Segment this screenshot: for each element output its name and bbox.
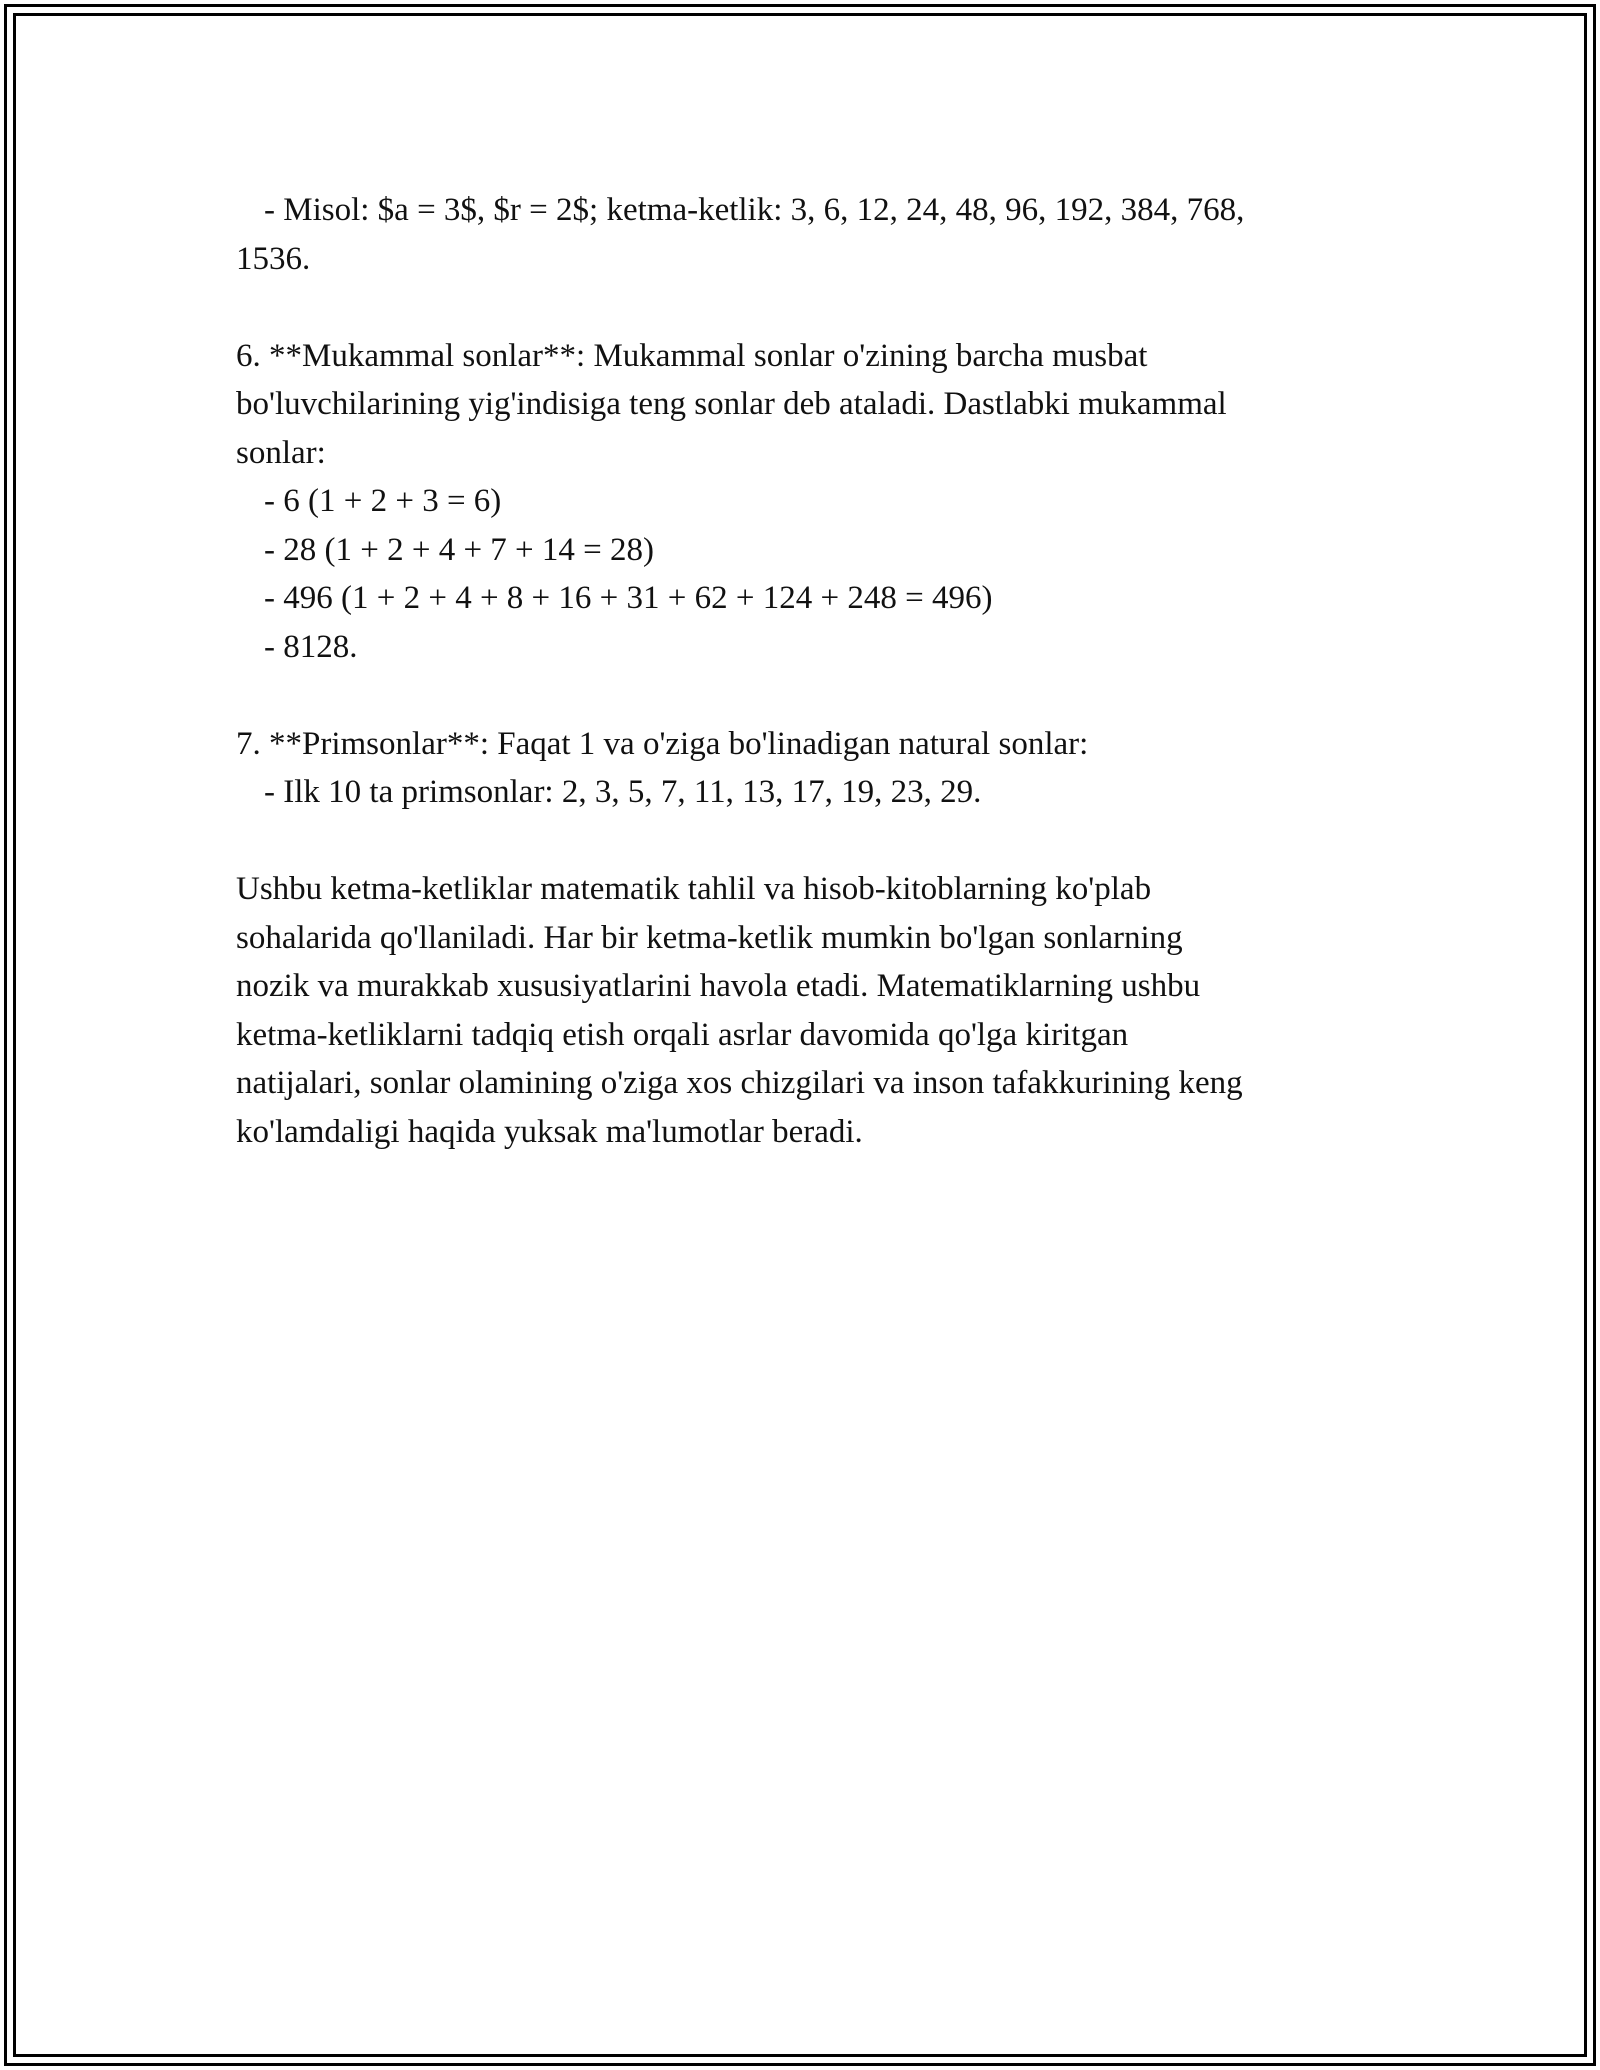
example-line-continued: 1536. <box>236 240 311 277</box>
list-item: - 6 (1 + 2 + 3 = 6) <box>264 483 502 519</box>
blank-line <box>236 283 1366 332</box>
conclusion-paragraph-line: natijalari, sonlar olamining o'ziga xos chizgilari va inson tafakkurining keng <box>236 1065 1243 1101</box>
blank-line <box>236 817 1366 866</box>
perfect-numbers-text-end: sonlar: <box>236 434 326 471</box>
perfect-numbers-heading: 6. **Mukammal sonlar**: Mukammal sonlar o'zining barcha musbat <box>236 337 1148 374</box>
blank-line <box>236 671 1366 720</box>
list-item: - Ilk 10 ta primsonlar: 2, 3, 5, 7, 11, 13, 17, 19, 23, 29. <box>264 774 982 810</box>
conclusion-paragraph-line: nozik va murakkab xususiyatlarini havola etadi. Matematiklarning ushbu <box>236 968 1201 1004</box>
conclusion-paragraph-line: Ushbu ketma-ketliklar matematik tahlil va hisob-kitoblarning ko'plab <box>236 871 1152 907</box>
conclusion-paragraph-line: sohalarida qo'llaniladi. Har bir ketma-ketlik mumkin bo'lgan sonlarning <box>236 919 1183 956</box>
example-line: - Misol: $a = 3$, $r = 2$; ketma-ketlik: 3, 6, 12, 24, 48, 96, 192, 384, 768, <box>264 192 1245 228</box>
conclusion-paragraph-line: ko'lamdaligi haqida yuksak ma'lumotlar beradi. <box>236 1113 863 1150</box>
document-body <box>236 186 1366 1156</box>
perfect-numbers-text: bo'luvchilarining yig'indisiga teng sonlar deb ataladi. Dastlabki mukammal <box>236 386 1227 422</box>
list-item: - 496 (1 + 2 + 4 + 8 + 16 + 31 + 62 + 124 + 248 = 496) <box>264 580 993 616</box>
list-item: - 8128. <box>264 628 358 665</box>
conclusion-paragraph-line: ketma-ketliklarni tadqiq etish orqali asrlar davomida qo'lga kiritgan <box>236 1016 1129 1053</box>
primes-heading: 7. **Primsonlar**: Faqat 1 va o'ziga bo'linadigan natural sonlar: <box>236 725 1089 762</box>
list-item: - 28 (1 + 2 + 4 + 7 + 14 = 28) <box>264 531 655 568</box>
